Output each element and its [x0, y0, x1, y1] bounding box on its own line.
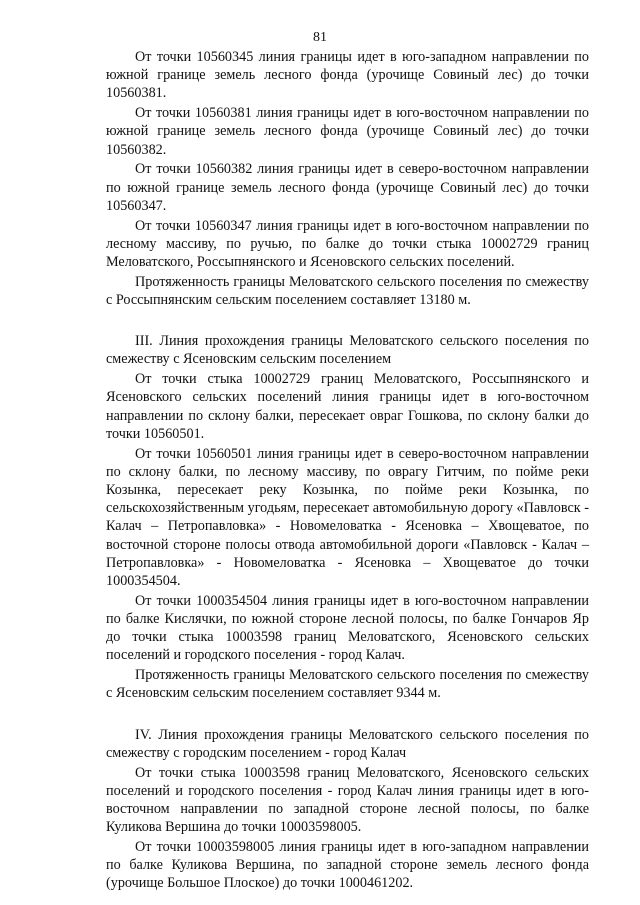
page-number: 81 — [313, 30, 327, 45]
paragraph: От точки 10003598005 линия границы идет в юго-западном направлении по балке Куликова Вершина, по западной стороне земель лесного фонда (урочище Большое Плоское) до точки 1000461202. — [106, 839, 589, 892]
paragraph: От точки 10560381 линия границы идет в юго-восточном направлении по южной границе земель лесного фонда (урочище Совиный лес) до точки 10560382. — [106, 105, 589, 158]
paragraph: Протяженность границы Меловатского сельского поселения по смежеству с Ясеновским сельским поселением составляет 9344 м. — [106, 667, 589, 702]
section-heading: III. Линия прохождения границы Меловатского сельского поселения по смежеству с Ясеновским сельским поселением — [106, 333, 589, 368]
document-body — [106, 48, 589, 894]
paragraph: От точки 10560501 линия границы идет в северо-восточном направлении по склону балки, по лесному массиву, по оврагу Гитчим, по пойме реки Козынка, пересекает реку Козынка, по пойме реки Козынка, по сельскохозяйственным угодьям, пересекает автомобильную дорогу «Павловск - Калач – Петропавловка» - Новомеловатка - Ясеновка – Хвощеватое, по восточной стороне полосы отвода автомобильной дороги «Павловск - Калач – Петропавловка» - Новомеловатка - Ясеновка – Хвощеватое до точки 1000354504. — [106, 445, 589, 590]
paragraph: От точки 10560347 линия границы идет в юго-восточном направлении по лесному массиву, по ручью, по балке до точки стыка 10002729 границ Меловатского, Россыпнянского и Ясеновского сельских поселений. — [106, 217, 589, 271]
paragraph: От точки стыка 10002729 границ Меловатского, Россыпнянского и Ясеновского сельских поселений линия границы идет в юго-восточном направлении по склону балки, пересекает овраг Гошкова, по склону балки до точки 10560501. — [106, 371, 589, 442]
paragraph: От точки стыка 10003598 границ Меловатского, Ясеновского сельских поселений и городского поселения - город Калач линия границы идет в юго-восточном направлении по западной стороне лесной полосы, по балке Куликова Вершина до точки 10003598005. — [106, 764, 589, 836]
paragraph: От точки 10560345 линия границы идет в юго-западном направлении по южной границе земель лесного фонда (урочище Совиный лес) до точки 10560381. — [106, 49, 589, 102]
paragraph: Протяженность границы Меловатского сельского поселения по смежеству с Россыпнянским сельским поселением составляет 13180 м. — [106, 273, 589, 309]
paragraph: От точки 10560382 линия границы идет в северо-восточном направлении по южной границе земель лесного фонда (урочище Совиный лес) до точки 10560347. — [106, 161, 589, 214]
section-heading: IV. Линия прохождения границы Меловатского сельского поселения по смежеству с городским поселением - город Калач — [106, 726, 589, 761]
paragraph: От точки 1000354504 линия границы идет в юго-восточном направлении по балке Кислячки, по южной стороне лесной полосы, по балке Гончаров Яр до точки стыка 10003598 границ Меловатского, Ясеновского сельских поселений и городского поселения - город Калач. — [106, 592, 589, 664]
